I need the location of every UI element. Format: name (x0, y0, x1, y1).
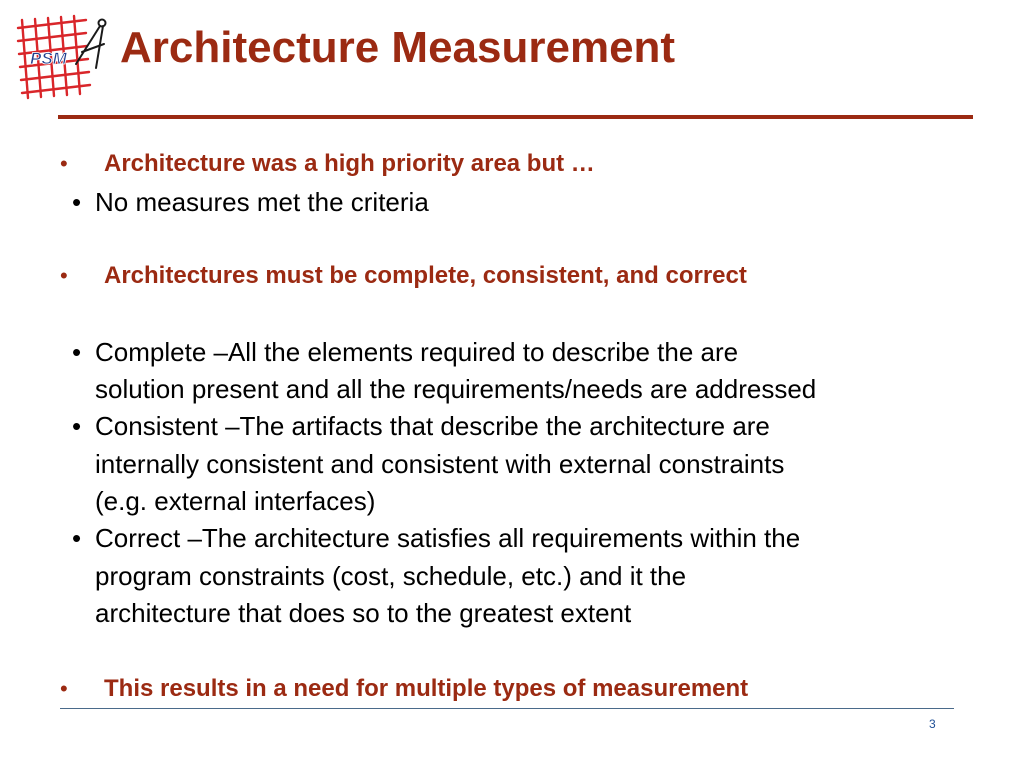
bullet-text: Architectures must be complete, consistent, and correct (104, 262, 747, 289)
bullet-marker: • (60, 263, 68, 288)
sub-bullet-1 (72, 186, 429, 218)
sub-bullet-complete-cont: solution present and all the requirements/needs are addressed (95, 374, 817, 404)
main-bullet-3 (60, 674, 749, 704)
bullet-marker: • (60, 151, 68, 176)
main-bullet-2 (60, 261, 747, 291)
bullet-text: Complete –All the elements required to describe the are (95, 337, 739, 367)
sub-bullet-consistent-cont: internally consistent and consistent with external constraints (95, 449, 785, 479)
sub-bullet-complete (72, 336, 739, 368)
sub-bullet-correct-cont2: architecture that does so to the greatest extent (95, 598, 632, 628)
psm-logo-text: PSM (30, 49, 67, 68)
bullet-text: Architecture was a high priority area but … (104, 150, 595, 177)
sub-bullet-consistent (72, 410, 770, 442)
bullet-text: Correct –The architecture satisfies all requirements within the (95, 523, 801, 553)
sub-bullet-consistent-cont2: (e.g. external interfaces) (95, 486, 376, 516)
main-bullet-1 (60, 149, 595, 179)
bullet-text: Consistent –The artifacts that describe the architecture are (95, 411, 770, 441)
bullet-marker: • (60, 676, 68, 701)
bullet-marker: • (72, 411, 82, 441)
bullet-marker: • (72, 187, 82, 217)
sub-bullet-correct-cont: program constraints (cost, schedule, etc.) and it the (95, 561, 687, 591)
page-number: 3 (929, 717, 936, 731)
page-title: Architecture Measurement (120, 23, 676, 72)
sub-bullet-correct (72, 522, 801, 554)
bullet-text: This results in a need for multiple types of measurement (104, 675, 749, 702)
bullet-marker: • (72, 523, 82, 553)
footer-divider (60, 708, 954, 709)
bullet-text: No measures met the criteria (95, 187, 429, 217)
bullet-marker: • (72, 337, 82, 367)
